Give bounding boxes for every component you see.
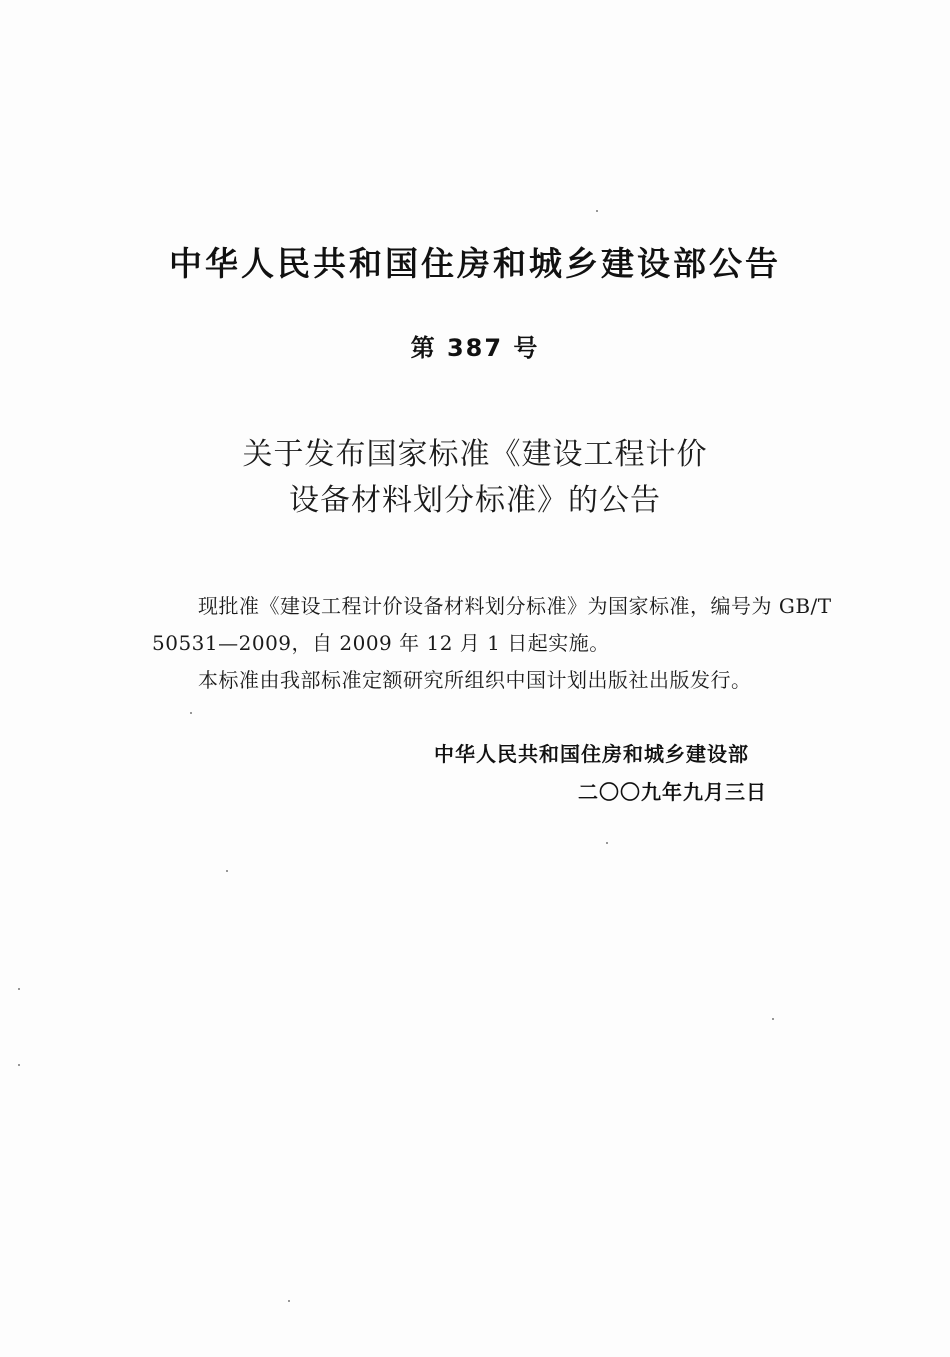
body-paragraph-publication: 本标准由我部标准定额研究所组织中国计划出版社出版发行。: [198, 668, 752, 692]
scan-speck: [288, 1300, 290, 1302]
scan-speck: [18, 988, 20, 990]
scan-speck: [606, 842, 608, 844]
body-paragraph-approval: 现批准《建设工程计价设备材料划分标准》为国家标准，编号为 GB/T 50531—2009，自 2009 年 12 月 1 日起实施。: [152, 594, 832, 655]
subject-line-2: 设备材料划分标准》的公告: [289, 483, 661, 518]
scan-speck: [18, 1064, 20, 1066]
scan-speck: [226, 870, 228, 872]
announcement-number: 第 387 号: [410, 334, 540, 362]
ministry-announcement-title: 中华人民共和国住房和城乡建设部公告: [169, 244, 781, 283]
announcement-subject: [0, 432, 950, 524]
issuer-signature: 中华人民共和国住房和城乡建设部: [434, 742, 749, 766]
subject-line-1: 关于发布国家标准《建设工程计价: [242, 437, 708, 472]
issue-date: 二〇〇九年九月三日: [578, 780, 767, 804]
scan-speck: [772, 1018, 774, 1020]
scan-speck: [190, 712, 192, 714]
scan-speck: [596, 210, 598, 212]
